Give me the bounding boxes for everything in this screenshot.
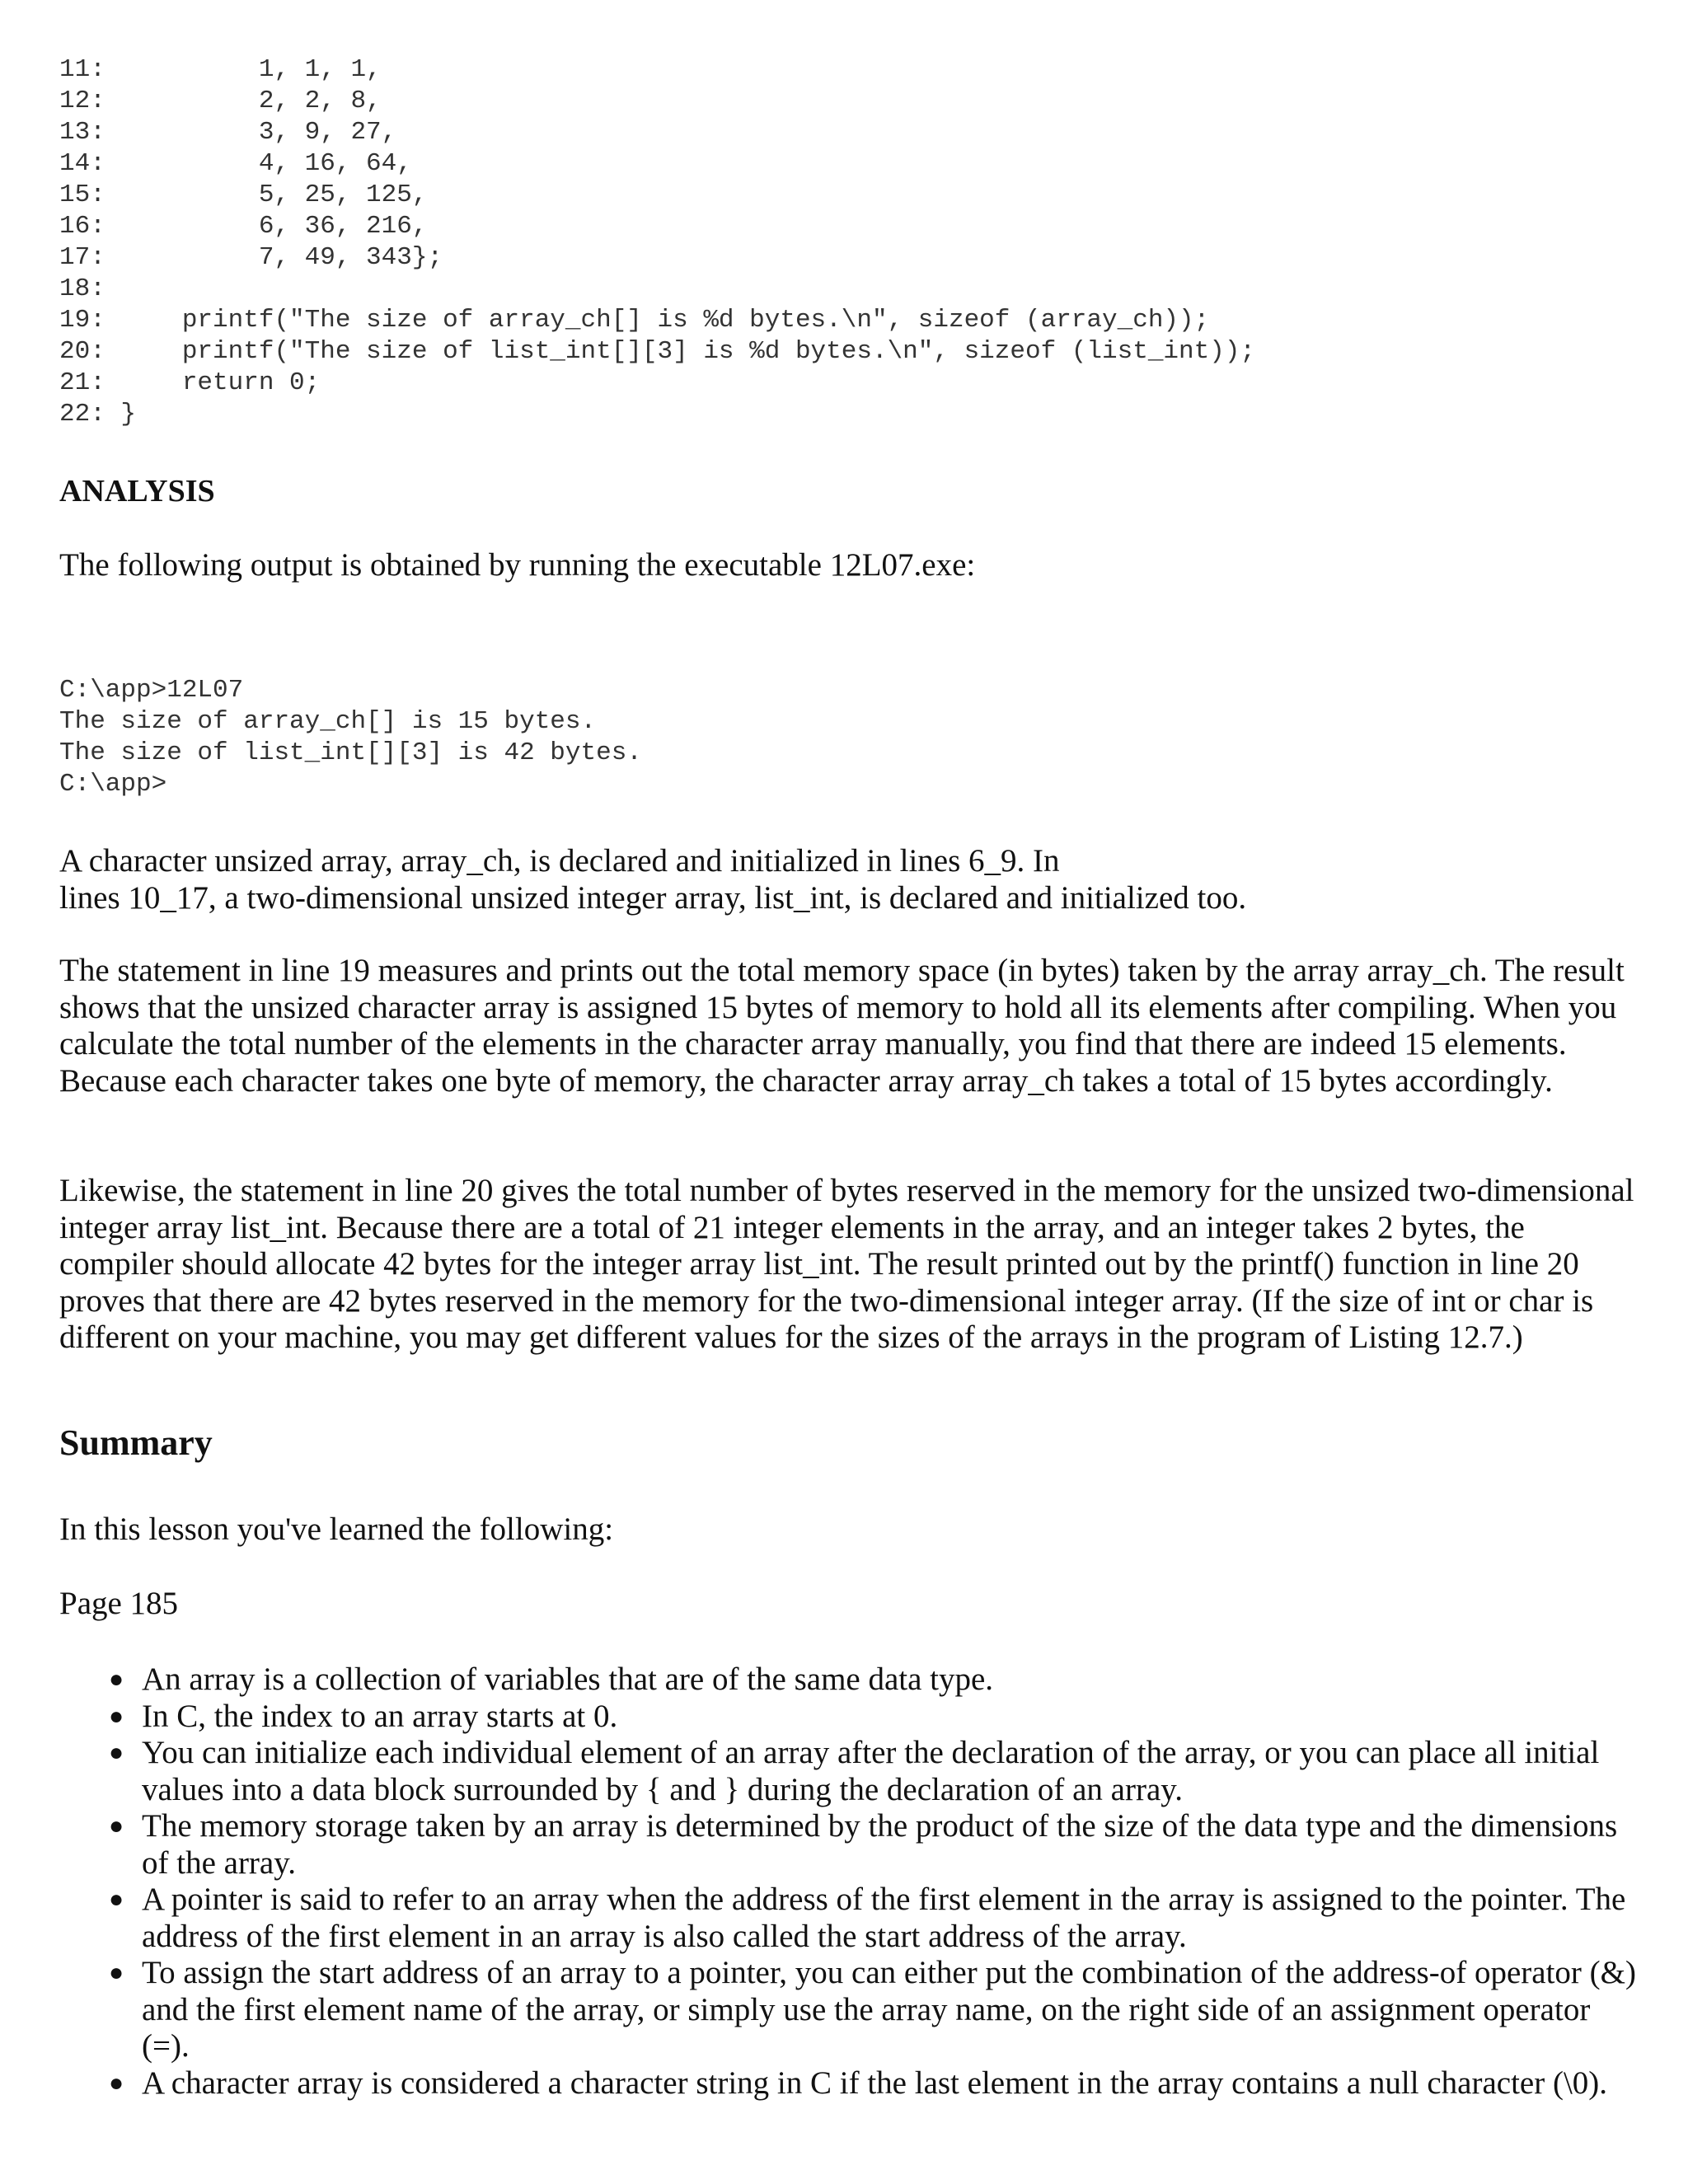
bullet-icon: ●	[109, 1666, 124, 1693]
output-line: The size of list_int[][3] is 42 bytes.	[59, 738, 642, 767]
bullet-icon: ●	[109, 1702, 124, 1730]
paragraph-line-19: The statement in line 19 measures and prints out the total memory space (in bytes) taken by the array array_ch. The result shows that the unsized character array is assigned 15 bytes of memory to hold all its elements after compiling. When you calculate the total number of the elements in the character array manually, you find that there are indeed 15 elements. Because each character takes one byte of memory, the character array array_ch takes a total of 15 bytes accordingly.	[59, 953, 1625, 1099]
code-line: 11: 1, 1, 1,	[59, 55, 382, 84]
output-line: C:\app>12L07	[59, 676, 244, 705]
code-line: 16: 6, 36, 216,	[59, 212, 428, 241]
paragraph-array-declarations	[59, 843, 1642, 916]
page-number: Page 185	[59, 1586, 179, 1621]
summary-item: ● You can initialize each individual element of an array after the declaration of the array, or you can place all initial values into a data block surrounded by { and } during the declaration of an array.	[109, 1735, 1600, 1807]
summary-item: ● The memory storage taken by an array is determined by the product of the size of the data type and the dimensions of the array.	[109, 1808, 1618, 1881]
summary-list	[59, 1661, 1642, 2102]
summary-item: ● To assign the start address of an array to a pointer, you can either put the combination of the address-of operator (&) and the first element name of the array, or simply use the array name, on the right side of an assignment operator (=).	[109, 1955, 1636, 2064]
analysis-heading: ANALYSIS	[59, 474, 215, 509]
code-line: 19: printf("The size of array_ch[] is %d bytes.\n", sizeof (array_ch));	[59, 306, 1210, 335]
program-output	[59, 675, 642, 800]
code-listing	[59, 54, 1255, 430]
bullet-icon: ●	[109, 1812, 124, 1840]
code-line: 15: 5, 25, 125,	[59, 180, 428, 209]
output-line: C:\app>	[59, 770, 167, 799]
summary-intro: In this lesson you've learned the following:	[59, 1511, 614, 1547]
code-line: 18:	[59, 274, 106, 303]
code-line: 12: 2, 2, 8,	[59, 87, 382, 115]
paragraph-1-line-2: lines 10_17, a two-dimensional unsized integer array, list_int, is declared and initialized too.	[59, 879, 1247, 916]
code-line: 21: return 0;	[59, 368, 321, 397]
summary-item: ● A pointer is said to refer to an array when the address of the first element in the array is assigned to the pointer. The address of the first element in an array is also called the start address of the array.	[109, 1882, 1626, 1954]
summary-heading: Summary	[59, 1422, 213, 1463]
paragraph-1-line-1: A character unsized array, array_ch, is declared and initialized in lines 6_9. In	[59, 843, 1060, 879]
output-line: The size of array_ch[] is 15 bytes.	[59, 707, 597, 736]
summary-item: ● In C, the index to an array starts at 0.	[109, 1698, 618, 1734]
summary-item: ● A character array is considered a character string in C if the last element in the array contains a null character (\0).	[109, 2064, 1608, 2101]
bullet-icon: ●	[109, 1959, 124, 1986]
code-line: 14: 4, 16, 64,	[59, 149, 412, 178]
output-intro: The following output is obtained by running the executable 12L07.exe:	[59, 547, 976, 583]
bullet-icon: ●	[109, 1739, 124, 1766]
code-line: 17: 7, 49, 343};	[59, 243, 443, 272]
bullet-icon: ●	[109, 1886, 124, 1913]
code-line: 20: printf("The size of list_int[][3] is %d bytes.\n", sizeof (list_int));	[59, 337, 1256, 366]
summary-item: ● An array is a collection of variables that are of the same data type.	[109, 1661, 994, 1697]
bullet-icon: ●	[109, 2069, 124, 2097]
paragraph-line-20: Likewise, the statement in line 20 gives the total number of bytes reserved in the memory for the unsized two-dimensional integer array list_int. Because there are a total of 21 integer elements in the array, and an integer takes 2 bytes, the compiler should allocate 42 bytes for the integer array list_int. The result printed out by the printf() function in line 20 proves that there are 42 bytes reserved in the memory for the two-dimensional integer array. (If the size of int or char is different on your machine, you may get different values for the sizes of the arrays in the program of Listing 12.7.)	[59, 1173, 1634, 1355]
code-line: 13: 3, 9, 27,	[59, 118, 397, 147]
code-line: 22: }	[59, 400, 137, 429]
